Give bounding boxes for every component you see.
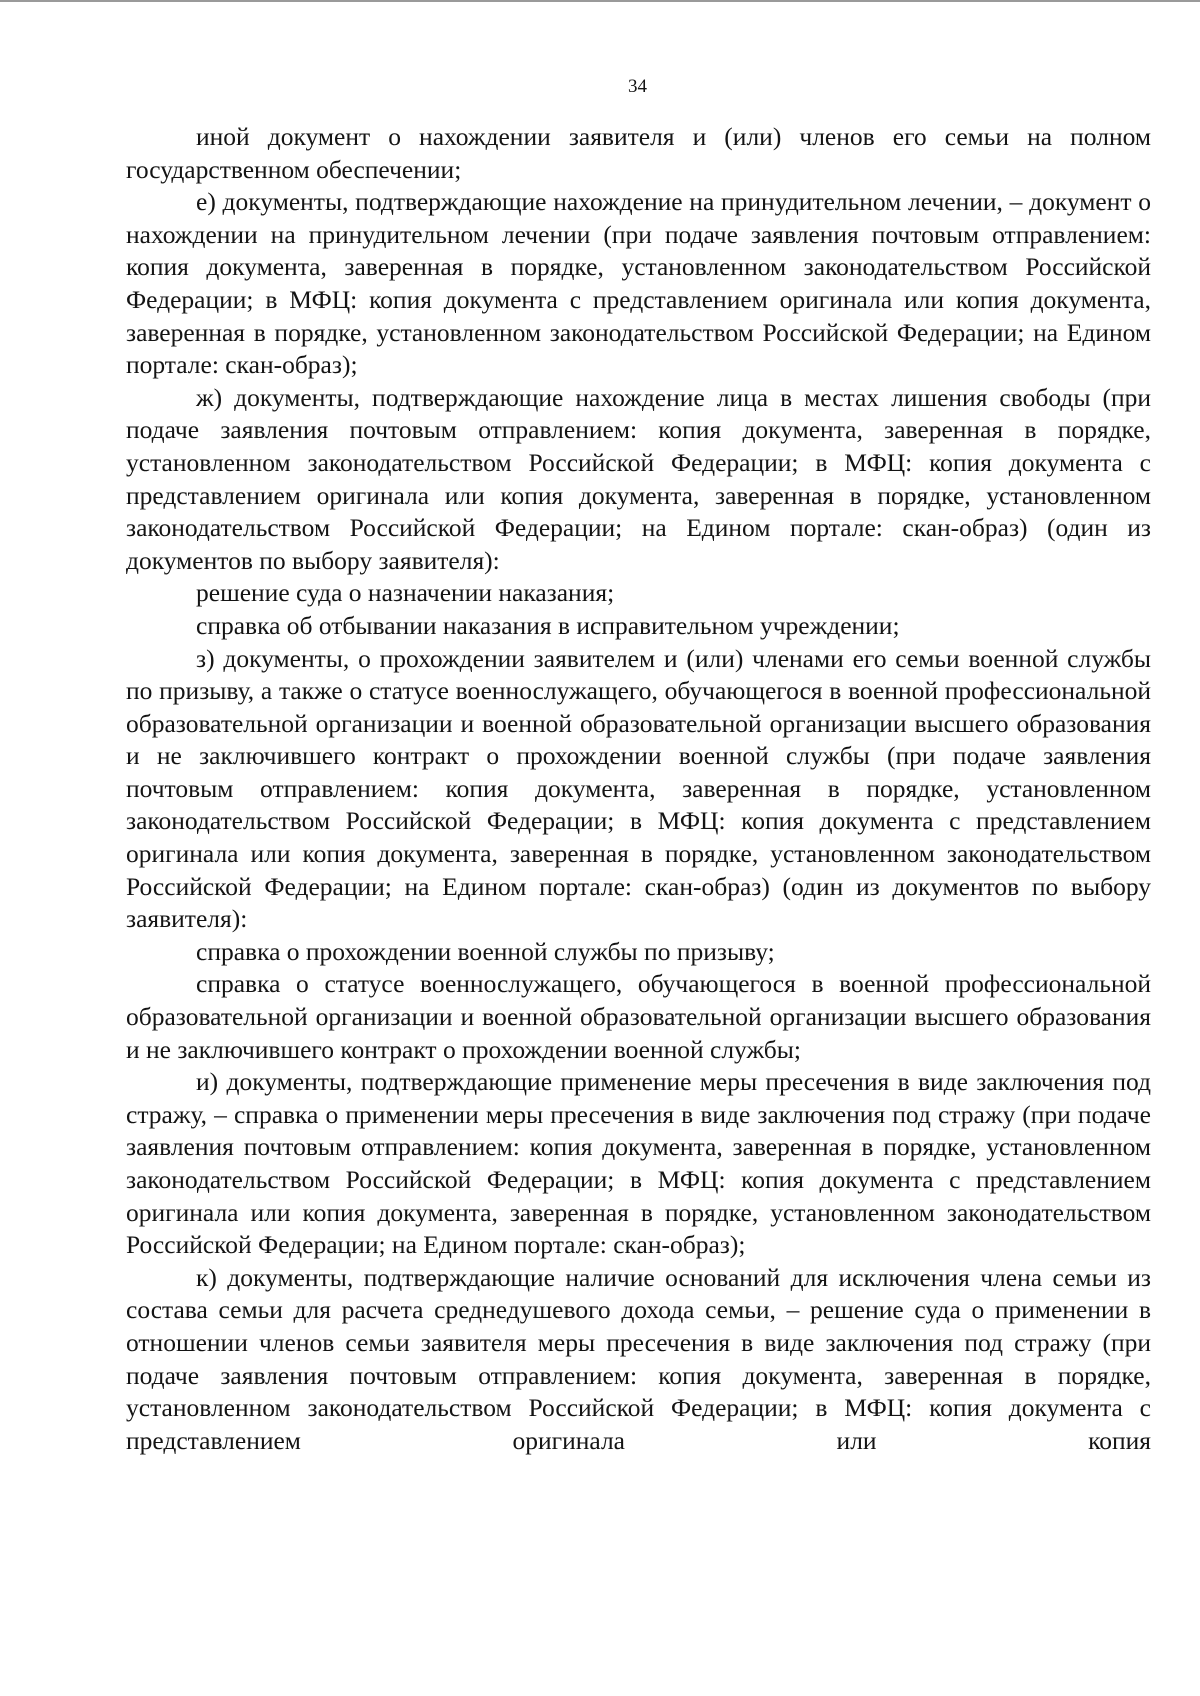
paragraph-item-i-detention: и) документы, подтверждающие применение меры пресечения в виде заключения под стражу, – справка о применении меры пресечения в виде заключения под стражу (при подаче заявления почтовым отправлением: копия документа, заверенная в порядке, установленном законодательством Российской Федерации; в МФЦ: копия документа с представлением оригинала или копия документа, заверенная в порядке, установленном законодательством Российской Федерации; на Едином портале: скан-образ); bbox=[126, 1067, 1151, 1260]
paragraph-military-status-certificate: справка о статусе военнослужащего, обучающегося в военной профессиональной образовательной организации и военной образовательной организации высшего образования и не заключившего контракт о прохождении военной службы; bbox=[126, 969, 1151, 1064]
paragraph-state-support-continuation: иной документ о нахождении заявителя и (или) членов его семьи на полном государственном обеспечении; bbox=[126, 122, 1151, 184]
document-body bbox=[126, 121, 1151, 1457]
paragraph-correctional-certificate: справка об отбывании наказания в исправительном учреждении; bbox=[196, 610, 900, 640]
paragraph-item-k-family-exclusion: к) документы, подтверждающие наличие оснований для исключения члена семьи из состава семьи для расчета среднедушевого дохода семьи, – решение суда о применении в отношении членов семьи заявителя меры пресечения в виде заключения под стражу (при подаче заявления почтовым отправлением: копия документа, заверенная в порядке, установленном законодательством Российской Федерации; в МФЦ: копия документа с представлением оригинала или копия bbox=[126, 1262, 1151, 1455]
paragraph-court-sentence: решение суда о назначении наказания; bbox=[196, 578, 615, 608]
paragraph-item-e-compulsory-treatment: е) документы, подтверждающие нахождение на принудительном лечении, – документ о нахождении на принудительном лечении (при подаче заявления почтовым отправлением: копия документа, заверенная в порядке, установленном законодательством Российской Федерации; в МФЦ: копия документа с представлением оригинала или копия документа, заверенная в порядке, установленном законодательством Российской Федерации; на Едином портале: скан-образ); bbox=[126, 187, 1151, 380]
top-border-line bbox=[0, 0, 1200, 2]
paragraph-item-zh-deprivation-of-liberty: ж) документы, подтверждающие нахождение лица в местах лишения свободы (при подаче заявления почтовым отправлением: копия документа, заверенная в порядке, установленном законодательством Российской Федерации; в МФЦ: копия документа с представлением оригинала или копия документа, заверенная в порядке, установленном законодательством Российской Федерации; на Едином портале: скан-образ) (один из документов по выбору заявителя): bbox=[126, 382, 1151, 575]
paragraph-item-z-military-service: з) документы, о прохождении заявителем и (или) членами его семьи военной службы по призыву, а также о статусе военнослужащего, обучающегося в военной профессиональной образовательной организации и военной образовательной организации высшего образования и не заключившего контракт о прохождении военной службы (при подаче заявления почтовым отправлением: копия документа, заверенная в порядке, установленном законодательством Российской Федерации; в МФЦ: копия документа с представлением оригинала или копия документа, заверенная в порядке, установленном законодательством Российской Федерации; на Едином портале: скан-образ) (один из документов по выбору заявителя): bbox=[126, 643, 1151, 934]
paragraph-conscription-certificate: справка о прохождении военной службы по призыву; bbox=[196, 936, 775, 966]
page-number: 34 bbox=[628, 76, 647, 97]
